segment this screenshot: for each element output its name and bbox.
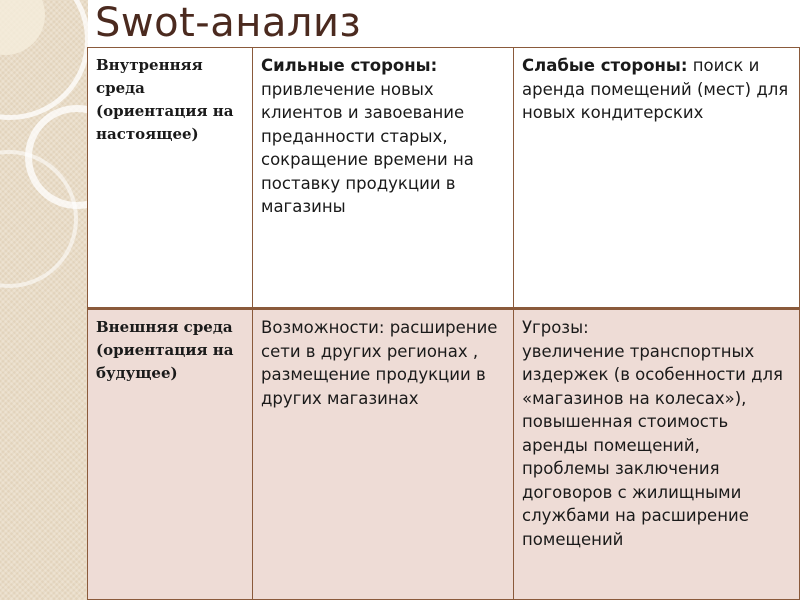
- internal-env-label: Внутренняя среда (ориентация на настоящее): [88, 48, 253, 309]
- slide-title: Swot-анализ: [95, 0, 362, 46]
- threats-cell: [514, 309, 800, 600]
- swot-table: [87, 47, 800, 600]
- strengths-label: Сильные стороны:: [261, 56, 438, 75]
- external-env-label: Внешняя среда (ориентация на будущее): [88, 309, 253, 600]
- weaknesses-label: Слабые стороны:: [522, 56, 688, 75]
- threats-label: Угрозы:: [522, 318, 589, 337]
- decorative-sidebar: [0, 0, 88, 600]
- threats-text: увеличение транспортных издержек (в особенности для «магазинов на колесах»), повышенная стоимость аренды помещений, проблемы заключения договоров с жилищными службами на расширение помещений: [522, 341, 783, 549]
- weaknesses-cell: [514, 48, 800, 309]
- table-row-external: [88, 309, 800, 600]
- decorative-ring: [0, 0, 88, 120]
- table-row-internal: [88, 48, 800, 309]
- strengths-text: привлечение новых клиентов и завоевание преданности старых, сокращение времени на поставку продукции в магазины: [261, 79, 474, 216]
- strengths-cell: [253, 48, 514, 309]
- opportunities-cell: Возможности: расширение сети в других регионах , размещение продукции в других магазинах: [253, 309, 514, 600]
- weaknesses-text: поиск и аренда помещений (мест) для новых кондитерских: [522, 56, 789, 122]
